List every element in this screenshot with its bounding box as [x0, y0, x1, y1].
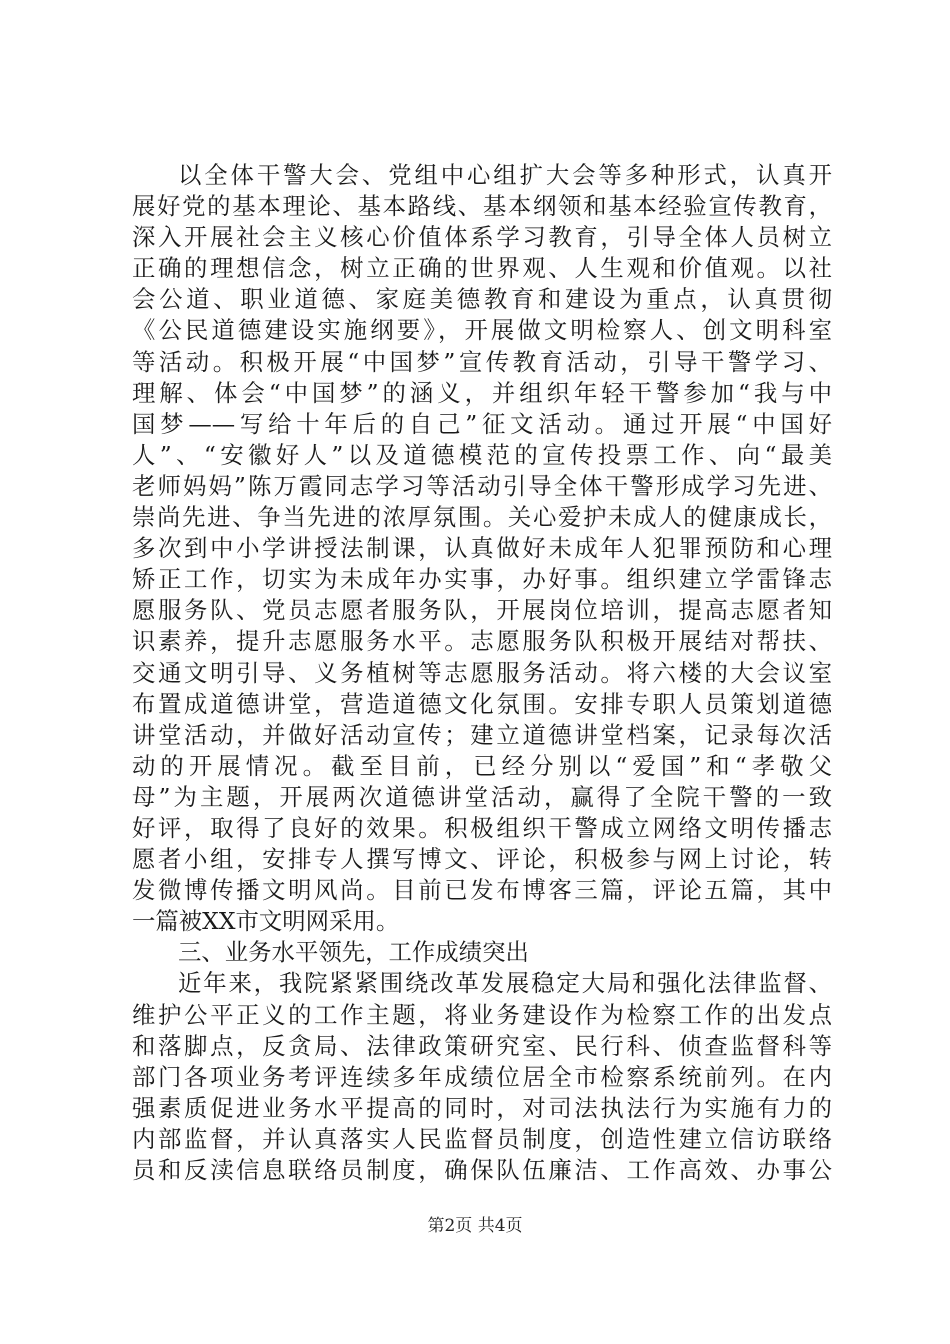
paragraph-line: 展好党的基本理论、基本路线、基本纲领和基本经验宣传教育，	[132, 192, 832, 221]
paragraph-line: 近年来，我院紧紧围绕改革发展稳定大局和强化法律监督、	[178, 969, 832, 998]
paragraph-line: 愿服务队、党员志愿者服务队，开展岗位培训，提高志愿者知	[132, 596, 832, 625]
paragraph-line: 布置成道德讲堂，营造道德文化氛围。安排专职人员策划道德	[132, 689, 832, 718]
paragraph-line: 交通文明引导、义务植树等志愿服务活动。将六楼的大会议室	[132, 658, 832, 687]
paragraph-line: 以全体干警大会、党组中心组扩大会等多种形式，认真开	[178, 161, 832, 189]
paragraph-line: 人”、“安徽好人”以及道德模范的宣传投票工作、向“最美	[132, 440, 832, 469]
paragraph-line: 一篇被XX市文明网采用。	[132, 907, 400, 936]
paragraph-line: 讲堂活动，并做好活动宣传；建立道德讲堂档案，记录每次活	[132, 720, 832, 749]
paragraph-line: 多次到中小学讲授法制课，认真做好未成年人犯罪预防和心理	[132, 534, 832, 563]
page-number-footer: 第2页 共4页	[427, 1216, 523, 1236]
paragraph-line: 部门各项业务考评连续多年成绩位居全市检察系统前列。在内	[132, 1062, 832, 1091]
paragraph-line: 发微博传播文明风尚。目前已发布博客三篇，评论五篇，其中	[132, 876, 832, 905]
paragraph-line: 动的开展情况。截至目前，已经分别以“爱国”和“孝敬父	[132, 751, 832, 780]
paragraph-line: 会公道、职业道德、家庭美德教育和建设为重点，认真贯彻	[132, 285, 832, 314]
paragraph-line: 母”为主题，开展两次道德讲堂活动，赢得了全院干警的一致	[132, 782, 832, 811]
paragraph-line: 国梦——写给十年后的自己”征文活动。通过开展“中国好	[132, 409, 832, 438]
paragraph-line: 内部监督，并认真落实人民监督员制度，创造性建立信访联络	[132, 1124, 832, 1153]
paragraph-line: 识素养，提升志愿服务水平。志愿服务队积极开展结对帮扶、	[132, 627, 832, 656]
paragraph-line: 理解、体会“中国梦”的涵义，并组织年轻干警参加“我与中	[132, 378, 832, 407]
paragraph-line: 老师妈妈”陈万霞同志学习等活动引导全体干警形成学习先进、	[132, 471, 832, 500]
paragraph-line: 好评，取得了良好的效果。积极组织干警成立网络文明传播志	[132, 813, 832, 842]
paragraph-line: 等活动。积极开展“中国梦”宣传教育活动，引导干警学习、	[132, 347, 832, 376]
paragraph-line: 崇尚先进、争当先进的浓厚氛围。关心爱护未成人的健康成长，	[132, 503, 832, 532]
paragraph-line: 员和反渎信息联络员制度，确保队伍廉洁、工作高效、办事公	[132, 1156, 832, 1184]
paragraph-line: 强素质促进业务水平提高的同时，对司法执法行为实施有力的	[132, 1093, 832, 1122]
document-body	[132, 160, 832, 1186]
paragraph-line: 正确的理想信念，树立正确的世界观、人生观和价值观。以社	[132, 254, 832, 283]
paragraph-line: 和落脚点，反贪局、法律政策研究室、民行科、侦查监督科等	[132, 1031, 832, 1060]
section-heading: 三、业务水平领先，工作成绩突出	[178, 938, 529, 967]
paragraph-line: 愿者小组，安排专人撰写博文、评论，积极参与网上讨论，转	[132, 845, 832, 874]
paragraph-line: 深入开展社会主义核心价值体系学习教育，引导全体人员树立	[132, 223, 832, 252]
paragraph-line: 矫正工作，切实为未成年办实事，办好事。组织建立学雷锋志	[132, 565, 832, 594]
paragraph-line: 《公民道德建设实施纲要》，开展做文明检察人、创文明科室	[132, 316, 832, 345]
paragraph-line: 维护公平正义的工作主题，将业务建设作为检察工作的出发点	[132, 1000, 832, 1029]
